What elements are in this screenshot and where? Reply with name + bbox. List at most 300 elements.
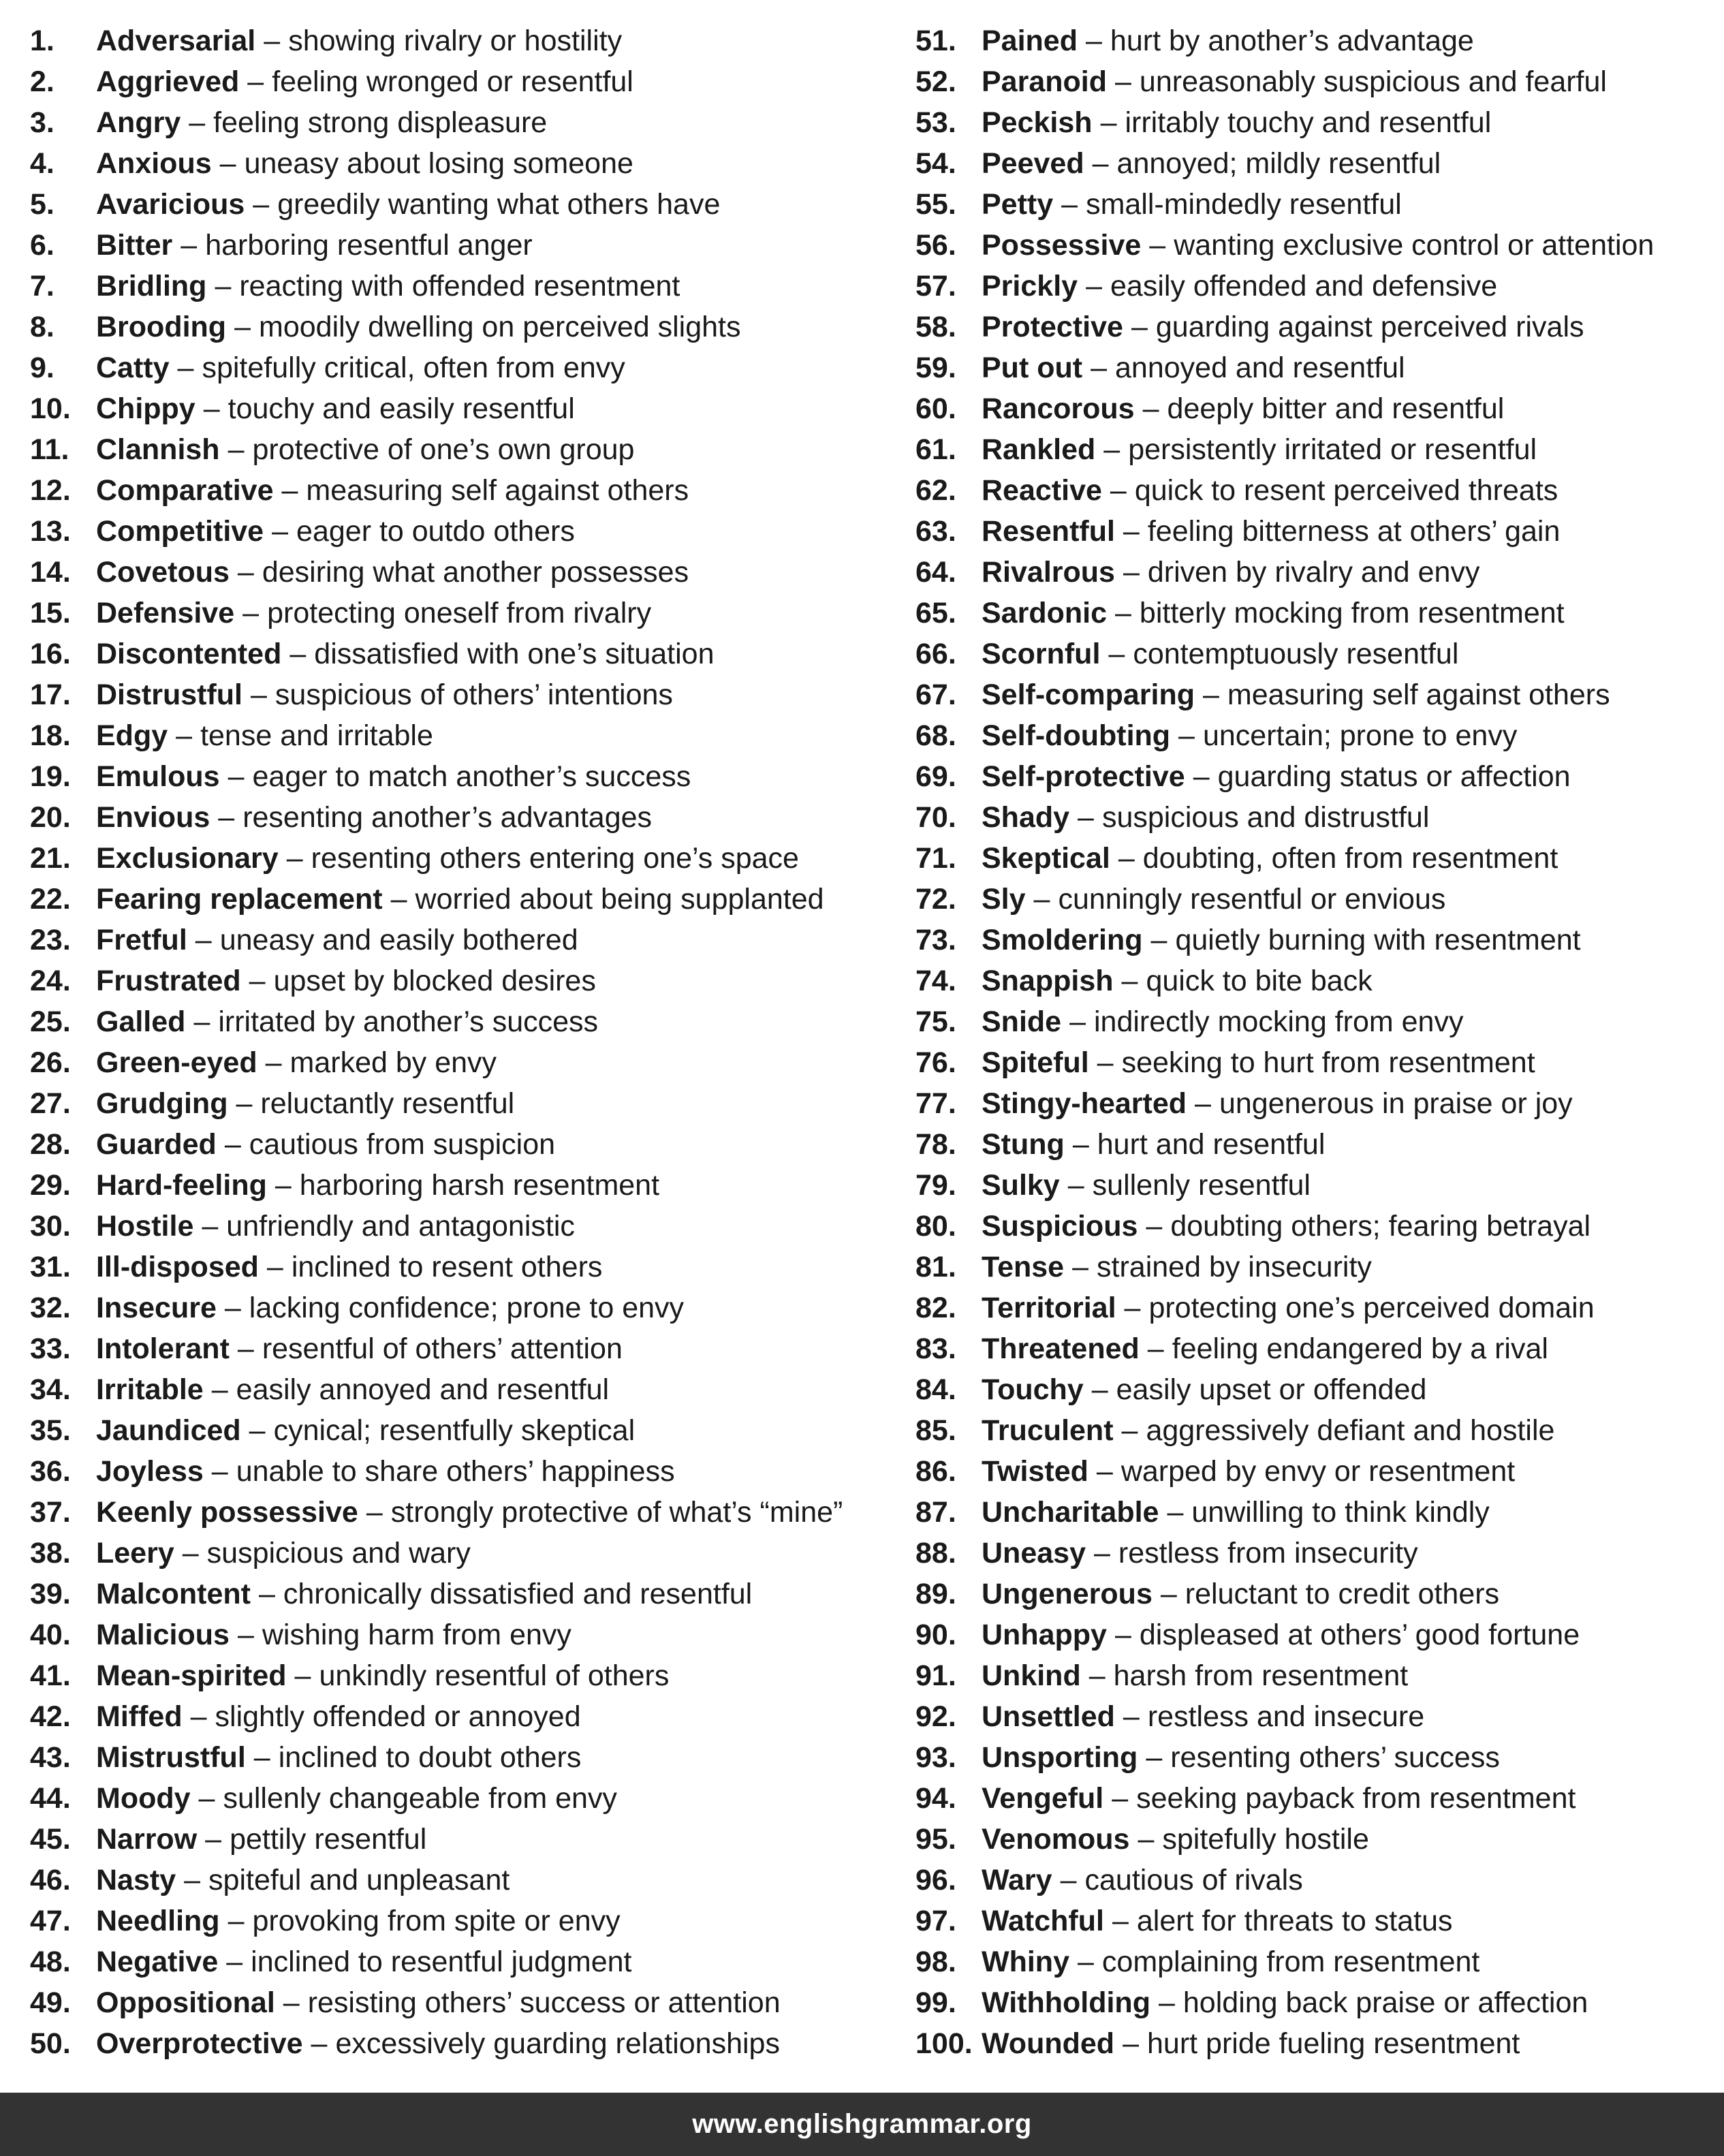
item-number: 47. <box>30 1905 71 1937</box>
item-term: Jaundiced <box>96 1414 241 1447</box>
item-separator: – <box>1112 1905 1129 1937</box>
list-item <box>915 1165 1719 1206</box>
item-number: 9. <box>30 351 54 384</box>
item-definition: unfriendly and antagonistic <box>226 1210 575 1243</box>
item-term: Stingy-hearted <box>982 1087 1187 1120</box>
list-item <box>915 2023 1719 2064</box>
list-item <box>915 1328 1719 1369</box>
list-item <box>915 1247 1719 1287</box>
item-definition: resenting others’ success <box>1170 1741 1500 1774</box>
item-number: 85. <box>915 1414 956 1447</box>
item-separator: – <box>1093 1537 1110 1569</box>
item-separator: – <box>219 147 236 180</box>
item-definition: hurt pride fueling resentment <box>1146 2027 1520 2060</box>
list-item <box>915 634 1719 674</box>
item-definition: upset by blocked desires <box>273 965 596 997</box>
item-definition: strongly protective of what’s “mine” <box>390 1496 843 1529</box>
item-definition: sullenly resentful <box>1092 1169 1311 1202</box>
item-definition: wanting exclusive control or attention <box>1174 229 1655 262</box>
item-separator: – <box>1097 1046 1114 1079</box>
item-term: Touchy <box>982 1373 1084 1406</box>
list-item <box>915 920 1719 960</box>
item-number: 88. <box>915 1537 956 1569</box>
item-separator: – <box>265 1046 282 1079</box>
item-separator: – <box>184 1864 201 1896</box>
item-number: 22. <box>30 883 71 916</box>
item-definition: resentful of others’ attention <box>262 1332 623 1365</box>
item-number: 20. <box>30 801 71 834</box>
item-separator: – <box>176 719 193 752</box>
item-separator: – <box>224 1128 241 1161</box>
item-separator: – <box>218 801 235 834</box>
item-number: 39. <box>30 1578 71 1610</box>
item-term: Ill-disposed <box>96 1251 259 1283</box>
item-separator: – <box>228 760 245 793</box>
item-number: 32. <box>30 1292 71 1324</box>
list-item <box>30 143 881 184</box>
list-item <box>30 715 881 756</box>
item-number: 68. <box>915 719 956 752</box>
item-separator: – <box>1078 801 1094 834</box>
item-number: 55. <box>915 188 956 221</box>
item-definition: holding back praise or affection <box>1182 1986 1588 2019</box>
item-term: Insecure <box>96 1292 217 1324</box>
item-term: Peckish <box>982 106 1093 139</box>
item-definition: cautious from suspicion <box>249 1128 556 1161</box>
item-definition: inclined to resent others <box>291 1251 603 1283</box>
list-item <box>915 143 1719 184</box>
list-item <box>30 1941 881 1982</box>
item-definition: resisting others’ success or attention <box>307 1986 781 2019</box>
footer-url[interactable]: www.englishgrammar.org <box>692 2109 1032 2139</box>
item-separator: – <box>1178 719 1195 752</box>
item-definition: warped by envy or resentment <box>1120 1455 1516 1488</box>
item-definition: strained by insecurity <box>1097 1251 1372 1283</box>
item-definition: cautious of rivals <box>1084 1864 1303 1896</box>
item-term: Wounded <box>982 2027 1115 2060</box>
item-number: 70. <box>915 801 956 834</box>
item-number: 99. <box>915 1986 956 2019</box>
list-item <box>30 1533 881 1574</box>
item-term: Overprotective <box>96 2027 303 2060</box>
item-separator: – <box>275 1169 292 1202</box>
item-separator: – <box>182 1537 199 1569</box>
item-term: Paranoid <box>982 65 1107 98</box>
item-term: Snide <box>982 1005 1062 1038</box>
item-term: Self-comparing <box>982 678 1195 711</box>
item-separator: – <box>1193 760 1210 793</box>
item-definition: measuring self against others <box>1227 678 1610 711</box>
list-item <box>915 1982 1719 2023</box>
item-number: 18. <box>30 719 71 752</box>
item-term: Joyless <box>96 1455 204 1488</box>
item-separator: – <box>1167 1496 1184 1529</box>
list-item <box>30 1860 881 1901</box>
item-term: Nasty <box>96 1864 176 1896</box>
item-number: 60. <box>915 392 956 425</box>
item-definition: protective of one’s own group <box>252 433 635 466</box>
list-item <box>915 1001 1719 1042</box>
item-term: Unhappy <box>982 1619 1107 1651</box>
item-definition: spitefully hostile <box>1162 1823 1369 1856</box>
item-number: 63. <box>915 515 956 548</box>
item-term: Prickly <box>982 270 1078 302</box>
item-separator: – <box>1121 965 1138 997</box>
item-definition: wishing harm from envy <box>262 1619 571 1651</box>
list-item <box>30 1206 881 1247</box>
item-definition: slightly offended or annoyed <box>215 1700 581 1733</box>
item-number: 61. <box>915 433 956 466</box>
list-item <box>30 1614 881 1655</box>
item-separator: – <box>1123 515 1140 548</box>
list-item <box>915 1901 1719 1941</box>
item-separator: – <box>1131 311 1148 343</box>
item-term: Reactive <box>982 474 1102 507</box>
item-definition: reluctant to credit others <box>1185 1578 1500 1610</box>
item-term: Clannish <box>96 433 220 466</box>
item-number: 100. <box>915 2027 973 2060</box>
item-separator: – <box>1123 2027 1139 2060</box>
item-term: Rankled <box>982 433 1096 466</box>
item-number: 42. <box>30 1700 71 1733</box>
list-item <box>30 266 881 307</box>
list-item <box>915 960 1719 1001</box>
item-definition: ungenerous in praise or joy <box>1219 1087 1573 1120</box>
item-term: Tense <box>982 1251 1065 1283</box>
item-number: 89. <box>915 1578 956 1610</box>
list-item <box>30 1819 881 1860</box>
item-separator: – <box>1103 433 1120 466</box>
item-number: 79. <box>915 1169 956 1202</box>
item-separator: – <box>264 25 281 57</box>
item-number: 17. <box>30 678 71 711</box>
item-number: 11. <box>30 433 69 466</box>
list-item <box>30 1655 881 1696</box>
item-definition: reluctantly resentful <box>260 1087 515 1120</box>
item-separator: – <box>237 556 254 589</box>
item-term: Angry <box>96 106 181 139</box>
item-number: 29. <box>30 1169 71 1202</box>
item-number: 56. <box>915 229 956 262</box>
list-item <box>915 511 1719 552</box>
item-definition: resenting another’s advantages <box>242 801 653 834</box>
item-separator: – <box>1096 1455 1113 1488</box>
list-item <box>915 797 1719 838</box>
item-separator: – <box>1123 1700 1140 1733</box>
item-definition: harboring resentful anger <box>205 229 533 262</box>
item-definition: inclined to resentful judgment <box>251 1946 632 1978</box>
list-item <box>915 1410 1719 1451</box>
item-separator: – <box>1147 1332 1164 1365</box>
list-item <box>30 1410 881 1451</box>
item-term: Ungenerous <box>982 1578 1153 1610</box>
item-number: 62. <box>915 474 956 507</box>
list-item <box>30 1696 881 1737</box>
item-number: 82. <box>915 1292 956 1324</box>
item-definition: touchy and easily resentful <box>228 392 575 425</box>
item-separator: – <box>1146 1210 1163 1243</box>
item-number: 1. <box>30 25 54 57</box>
item-term: Anxious <box>96 147 212 180</box>
item-separator: – <box>1069 1005 1086 1038</box>
item-separator: – <box>1203 678 1219 711</box>
item-number: 19. <box>30 760 71 793</box>
item-definition: annoyed; mildly resentful <box>1116 147 1441 180</box>
item-separator: – <box>258 1578 275 1610</box>
item-number: 65. <box>915 597 956 629</box>
list-item <box>915 715 1719 756</box>
item-number: 86. <box>915 1455 956 1488</box>
list-item <box>30 20 881 61</box>
item-number: 31. <box>30 1251 71 1283</box>
item-term: Avaricious <box>96 188 245 221</box>
item-number: 77. <box>915 1087 956 1120</box>
item-number: 46. <box>30 1864 71 1896</box>
item-separator: – <box>237 1619 254 1651</box>
item-term: Spiteful <box>982 1046 1089 1079</box>
item-term: Catty <box>96 351 170 384</box>
item-definition: quick to bite back <box>1146 965 1373 997</box>
item-term: Pained <box>982 25 1078 57</box>
list-item <box>915 756 1719 797</box>
item-separator: – <box>226 1946 243 1978</box>
item-number: 23. <box>30 924 71 956</box>
item-number: 41. <box>30 1659 71 1692</box>
item-definition: inclined to doubt others <box>278 1741 582 1774</box>
item-number: 36. <box>30 1455 71 1488</box>
item-term: Brooding <box>96 311 227 343</box>
list-item <box>30 838 881 879</box>
item-number: 67. <box>915 678 956 711</box>
item-definition: protecting oneself from rivalry <box>267 597 652 629</box>
item-term: Bitter <box>96 229 173 262</box>
list-item <box>915 1492 1719 1533</box>
list-item <box>30 470 881 511</box>
item-separator: – <box>211 1455 228 1488</box>
item-number: 5. <box>30 188 54 221</box>
item-term: Oppositional <box>96 1986 275 2019</box>
list-item <box>30 1247 881 1287</box>
list-item <box>30 1778 881 1819</box>
item-number: 95. <box>915 1823 956 1856</box>
list-item <box>915 61 1719 102</box>
list-item <box>915 184 1719 225</box>
list-item <box>30 2023 881 2064</box>
item-separator: – <box>181 229 198 262</box>
item-definition: bitterly mocking from resentment <box>1139 597 1565 629</box>
item-number: 94. <box>915 1782 956 1815</box>
item-definition: pettily resentful <box>230 1823 427 1856</box>
item-separator: – <box>281 474 298 507</box>
word-list-right-column <box>915 20 1719 2064</box>
item-definition: annoyed and resentful <box>1115 351 1405 384</box>
item-separator: – <box>289 638 307 670</box>
item-definition: resenting others entering one’s space <box>311 842 799 875</box>
word-list-left-column <box>30 20 881 2064</box>
list-item <box>30 1124 881 1165</box>
item-definition: chronically dissatisfied and resentful <box>283 1578 753 1610</box>
item-definition: suspicious and wary <box>206 1537 471 1569</box>
item-term: Keenly possessive <box>96 1496 358 1529</box>
item-term: Mean-spirited <box>96 1659 287 1692</box>
item-definition: spitefully critical, often from envy <box>202 351 625 384</box>
list-item <box>30 1083 881 1124</box>
item-definition: easily offended and defensive <box>1110 270 1498 302</box>
item-definition: eager to outdo others <box>296 515 575 548</box>
item-separator: – <box>1115 597 1131 629</box>
item-definition: driven by rivalry and envy <box>1147 556 1480 589</box>
item-number: 98. <box>915 1946 956 1978</box>
item-term: Uncharitable <box>982 1496 1159 1529</box>
item-definition: spiteful and unpleasant <box>208 1864 510 1896</box>
item-separator: – <box>242 597 260 629</box>
list-item <box>30 1042 881 1083</box>
list-item <box>915 1696 1719 1737</box>
item-separator: – <box>1150 924 1167 956</box>
item-separator: – <box>286 842 303 875</box>
list-item <box>30 1982 881 2023</box>
item-term: Put out <box>982 351 1083 384</box>
item-number: 87. <box>915 1496 956 1529</box>
item-number: 16. <box>30 638 71 670</box>
item-term: Scornful <box>982 638 1101 670</box>
item-number: 93. <box>915 1741 956 1774</box>
item-number: 54. <box>915 147 956 180</box>
list-item <box>30 429 881 470</box>
list-item <box>30 1287 881 1328</box>
item-number: 57. <box>915 270 956 302</box>
item-term: Negative <box>96 1946 219 1978</box>
item-definition: aggressively defiant and hostile <box>1146 1414 1555 1447</box>
item-term: Competitive <box>96 515 264 548</box>
item-term: Adversarial <box>96 25 256 57</box>
item-definition: provoking from spite or envy <box>252 1905 621 1937</box>
item-number: 84. <box>915 1373 956 1406</box>
item-definition: hurt by another’s advantage <box>1110 25 1474 57</box>
item-term: Shady <box>982 801 1070 834</box>
item-term: Sulky <box>982 1169 1060 1202</box>
item-separator: – <box>203 392 220 425</box>
list-item <box>915 266 1719 307</box>
item-number: 34. <box>30 1373 71 1406</box>
item-number: 64. <box>915 556 956 589</box>
item-number: 21. <box>30 842 71 875</box>
list-item <box>30 920 881 960</box>
item-number: 58. <box>915 311 956 343</box>
item-definition: guarding against perceived rivals <box>1155 311 1584 343</box>
item-definition: cunningly resentful or envious <box>1058 883 1446 916</box>
item-separator: – <box>1088 1659 1106 1692</box>
item-separator: – <box>236 1087 253 1120</box>
list-item <box>915 1533 1719 1574</box>
item-separator: – <box>195 924 212 956</box>
list-item <box>30 593 881 634</box>
item-separator: – <box>1160 1578 1177 1610</box>
item-number: 26. <box>30 1046 71 1079</box>
item-separator: – <box>177 351 194 384</box>
item-term: Smoldering <box>982 924 1143 956</box>
item-term: Comparative <box>96 474 274 507</box>
item-number: 72. <box>915 883 956 916</box>
item-separator: – <box>251 678 267 711</box>
item-definition: feeling wronged or resentful <box>272 65 633 98</box>
item-separator: – <box>390 883 407 916</box>
list-item <box>915 838 1719 879</box>
item-term: Hostile <box>96 1210 194 1243</box>
item-number: 66. <box>915 638 956 670</box>
list-item <box>915 307 1719 347</box>
list-item <box>30 1574 881 1614</box>
list-item <box>915 1369 1719 1410</box>
item-separator: – <box>1115 65 1131 98</box>
item-number: 7. <box>30 270 54 302</box>
item-definition: worried about being supplanted <box>415 883 824 916</box>
item-definition: uncertain; prone to envy <box>1202 719 1518 752</box>
item-definition: protecting one’s perceived domain <box>1148 1292 1595 1324</box>
item-number: 97. <box>915 1905 956 1937</box>
item-term: Sly <box>982 883 1026 916</box>
item-definition: harsh from resentment <box>1113 1659 1409 1692</box>
item-number: 8. <box>30 311 54 343</box>
item-number: 78. <box>915 1128 956 1161</box>
item-number: 69. <box>915 760 956 793</box>
item-number: 59. <box>915 351 956 384</box>
list-item <box>30 552 881 593</box>
item-term: Green-eyed <box>96 1046 257 1079</box>
item-separator: – <box>1110 474 1127 507</box>
item-separator: – <box>1158 1986 1175 2019</box>
item-term: Truculent <box>982 1414 1114 1447</box>
list-item <box>915 1451 1719 1492</box>
item-term: Unkind <box>982 1659 1081 1692</box>
item-separator: – <box>1112 1782 1129 1815</box>
item-definition: moodily dwelling on perceived slights <box>259 311 741 343</box>
item-number: 81. <box>915 1251 956 1283</box>
list-item <box>30 1737 881 1778</box>
item-separator: – <box>1124 1292 1141 1324</box>
list-item <box>915 1287 1719 1328</box>
item-separator: – <box>1091 351 1107 384</box>
list-item <box>30 102 881 143</box>
item-term: Malicious <box>96 1619 230 1651</box>
item-definition: seeking payback from resentment <box>1136 1782 1576 1815</box>
item-definition: eager to match another’s success <box>252 760 691 793</box>
item-definition: contemptuously resentful <box>1133 638 1459 670</box>
item-term: Hard-feeling <box>96 1169 267 1202</box>
item-separator: – <box>247 65 264 98</box>
item-number: 33. <box>30 1332 71 1365</box>
item-separator: – <box>1092 147 1109 180</box>
item-number: 49. <box>30 1986 71 2019</box>
list-item <box>30 1451 881 1492</box>
item-term: Miffed <box>96 1700 183 1733</box>
item-definition: persistently irritated or resentful <box>1128 433 1537 466</box>
item-separator: – <box>202 1210 219 1243</box>
item-definition: reacting with offended resentment <box>239 270 680 302</box>
item-number: 12. <box>30 474 71 507</box>
item-term: Possessive <box>982 229 1142 262</box>
item-separator: – <box>224 1292 241 1324</box>
item-term: Snappish <box>982 965 1114 997</box>
item-number: 40. <box>30 1619 71 1651</box>
item-definition: deeply bitter and resentful <box>1167 392 1505 425</box>
item-separator: – <box>249 1414 266 1447</box>
item-definition: feeling strong displeasure <box>213 106 548 139</box>
item-definition: displeased at others’ good fortune <box>1139 1619 1580 1651</box>
item-number: 80. <box>915 1210 956 1243</box>
item-number: 37. <box>30 1496 71 1529</box>
item-definition: doubting others; fearing betrayal <box>1170 1210 1591 1243</box>
